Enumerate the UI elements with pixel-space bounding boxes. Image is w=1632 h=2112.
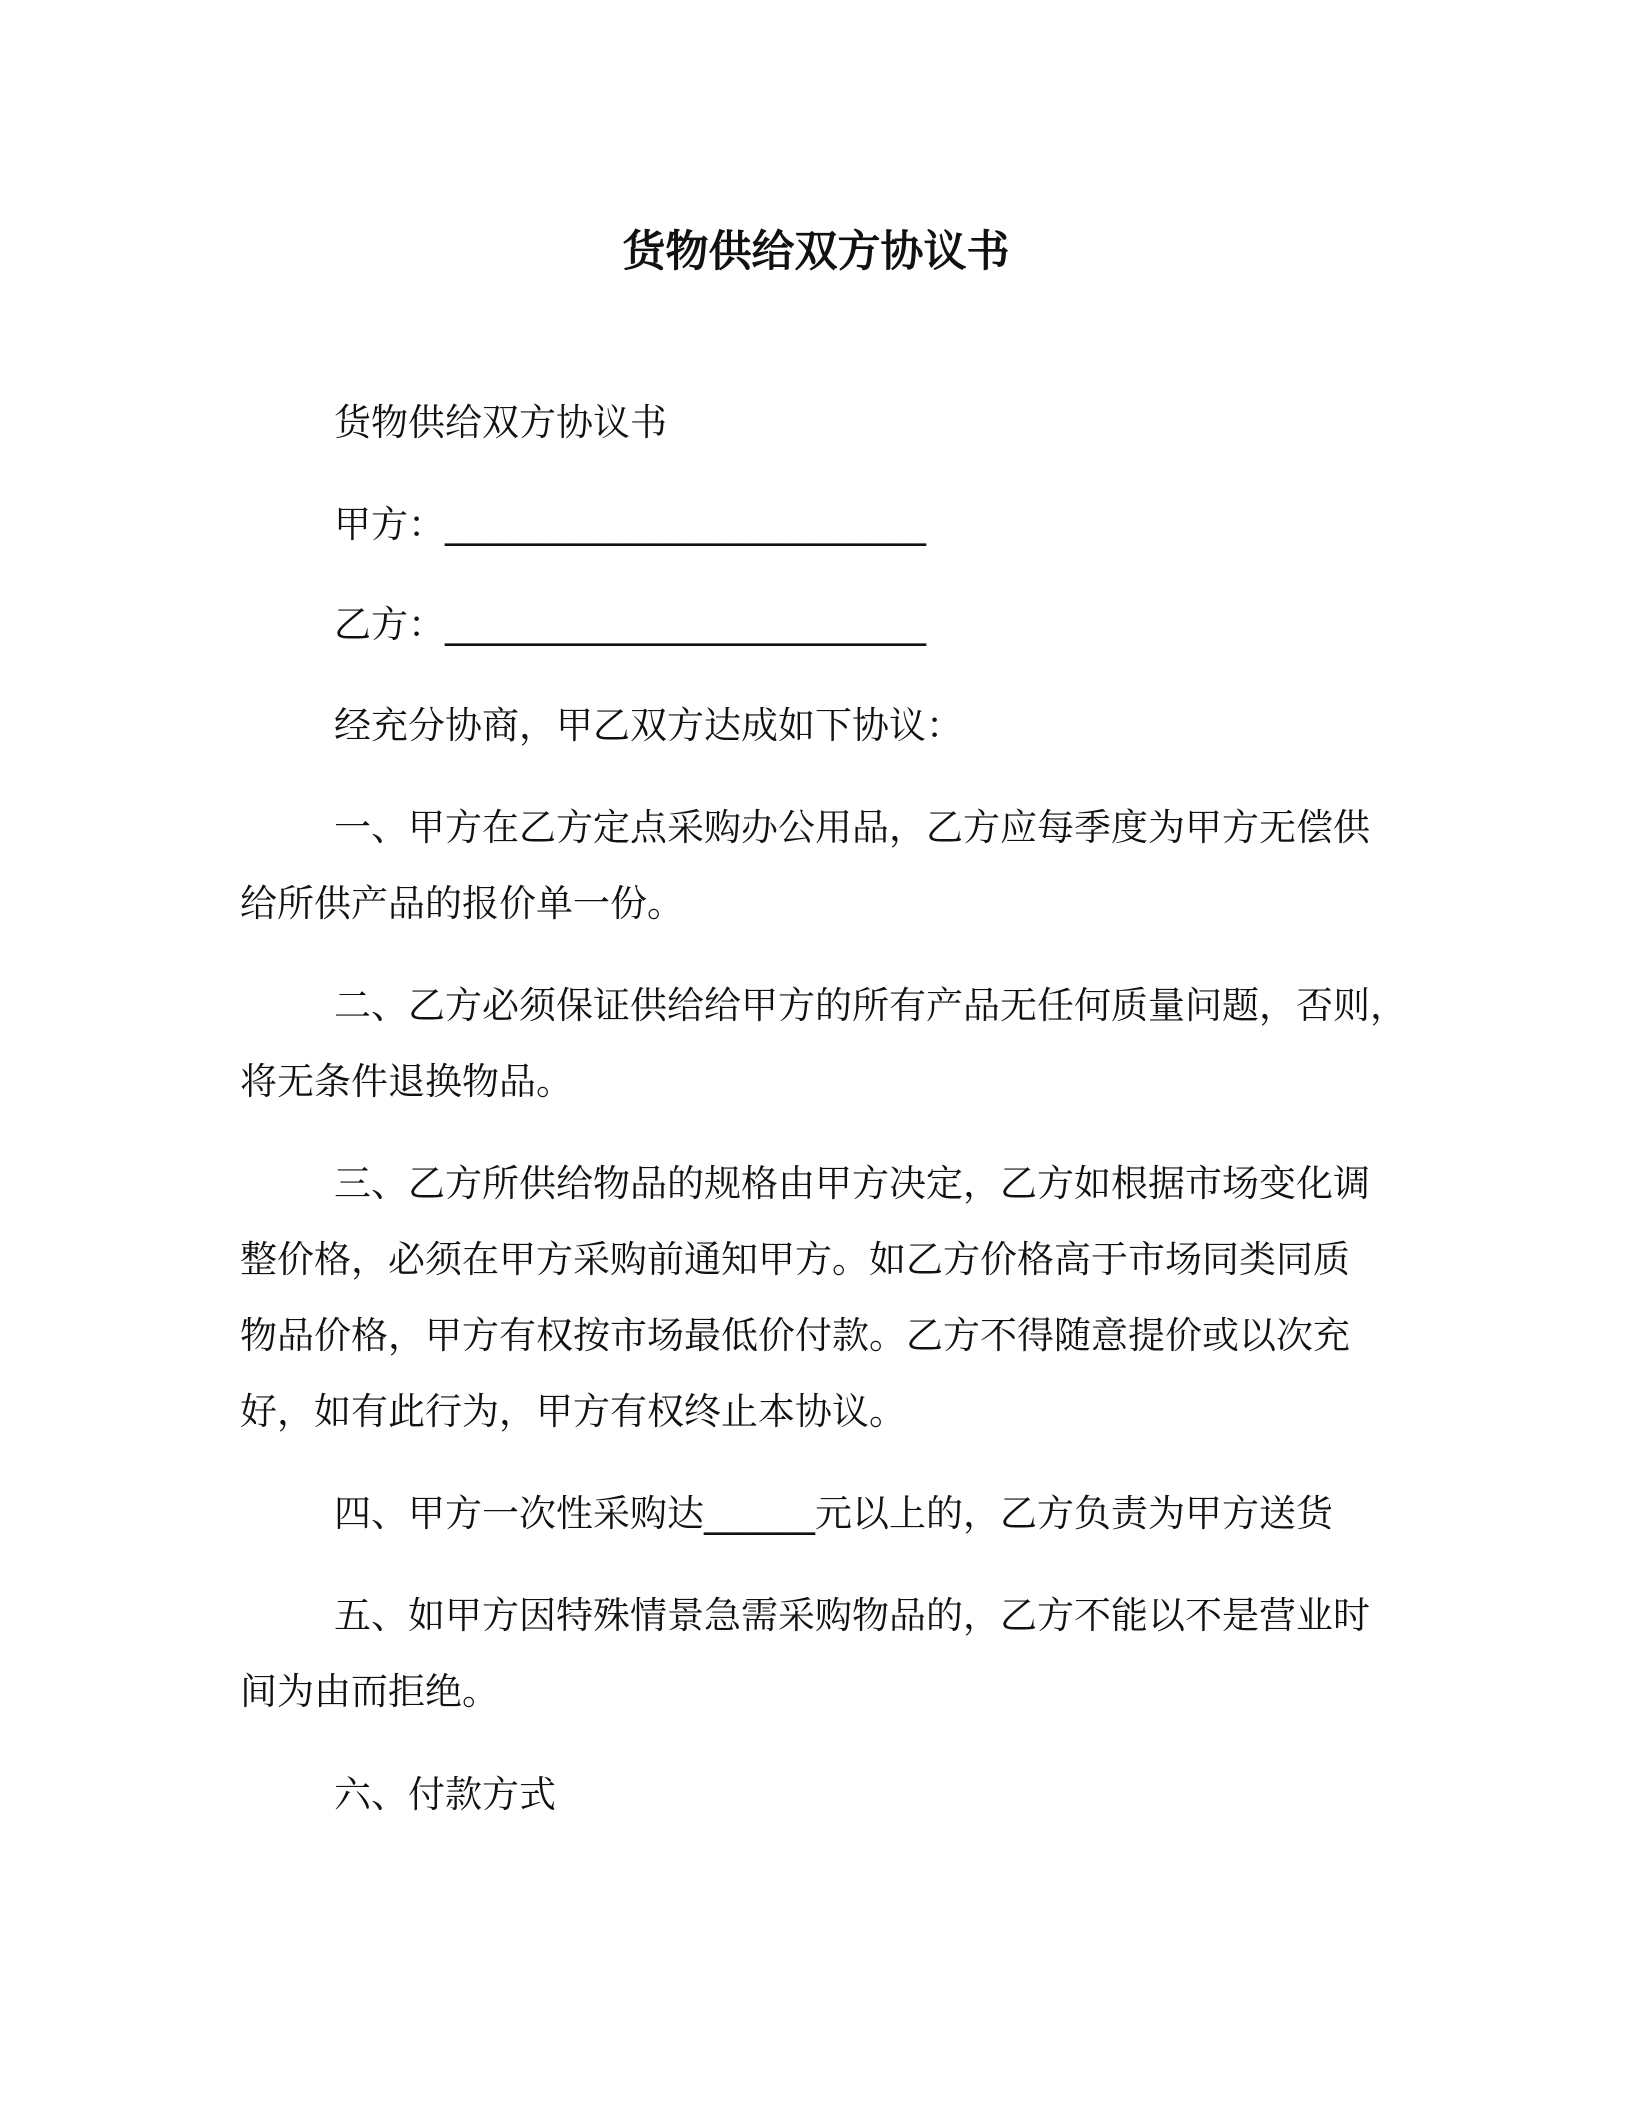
intro-line: 经充分协商，甲乙双方达成如下协议： [334, 704, 963, 747]
document-title: 货物供给双方协议书 [622, 227, 1010, 277]
clause-4-line-1: 四、甲方一次性采购达______元以上的，乙方负责为甲方送货 [334, 1492, 1333, 1535]
clause-3-line-2: 整价格，必须在甲方采购前通知甲方。如乙方价格高于市场同类同质 [240, 1238, 1350, 1281]
party-b-line: 乙方：__________________________ [334, 603, 926, 646]
clause-2-line-2: 将无条件退换物品。 [240, 1060, 573, 1103]
clause-3-line-3: 物品价格，甲方有权按市场最低价付款。乙方不得随意提价或以次充 [240, 1314, 1350, 1357]
party-a-line: 甲方：__________________________ [334, 503, 926, 546]
clause-3-line-4: 好，如有此行为，甲方有权终止本协议。 [240, 1390, 906, 1433]
clause-1-line-2: 给所供产品的报价单一份。 [240, 882, 684, 925]
clause-6-line-1: 六、付款方式 [334, 1773, 556, 1816]
clause-2-line-1: 二、乙方必须保证供给给甲方的所有产品无任何质量问题，否则， [334, 984, 1407, 1027]
clause-1-line-1: 一、甲方在乙方定点采购办公用品，乙方应每季度为甲方无偿供 [334, 806, 1370, 849]
clause-3-line-1: 三、乙方所供给物品的规格由甲方决定，乙方如根据市场变化调 [334, 1162, 1370, 1205]
document-subtitle: 货物供给双方协议书 [334, 401, 667, 444]
clause-5-line-2: 间为由而拒绝。 [240, 1670, 499, 1713]
clause-5-line-1: 五、如甲方因特殊情景急需采购物品的，乙方不能以不是营业时 [334, 1594, 1370, 1637]
